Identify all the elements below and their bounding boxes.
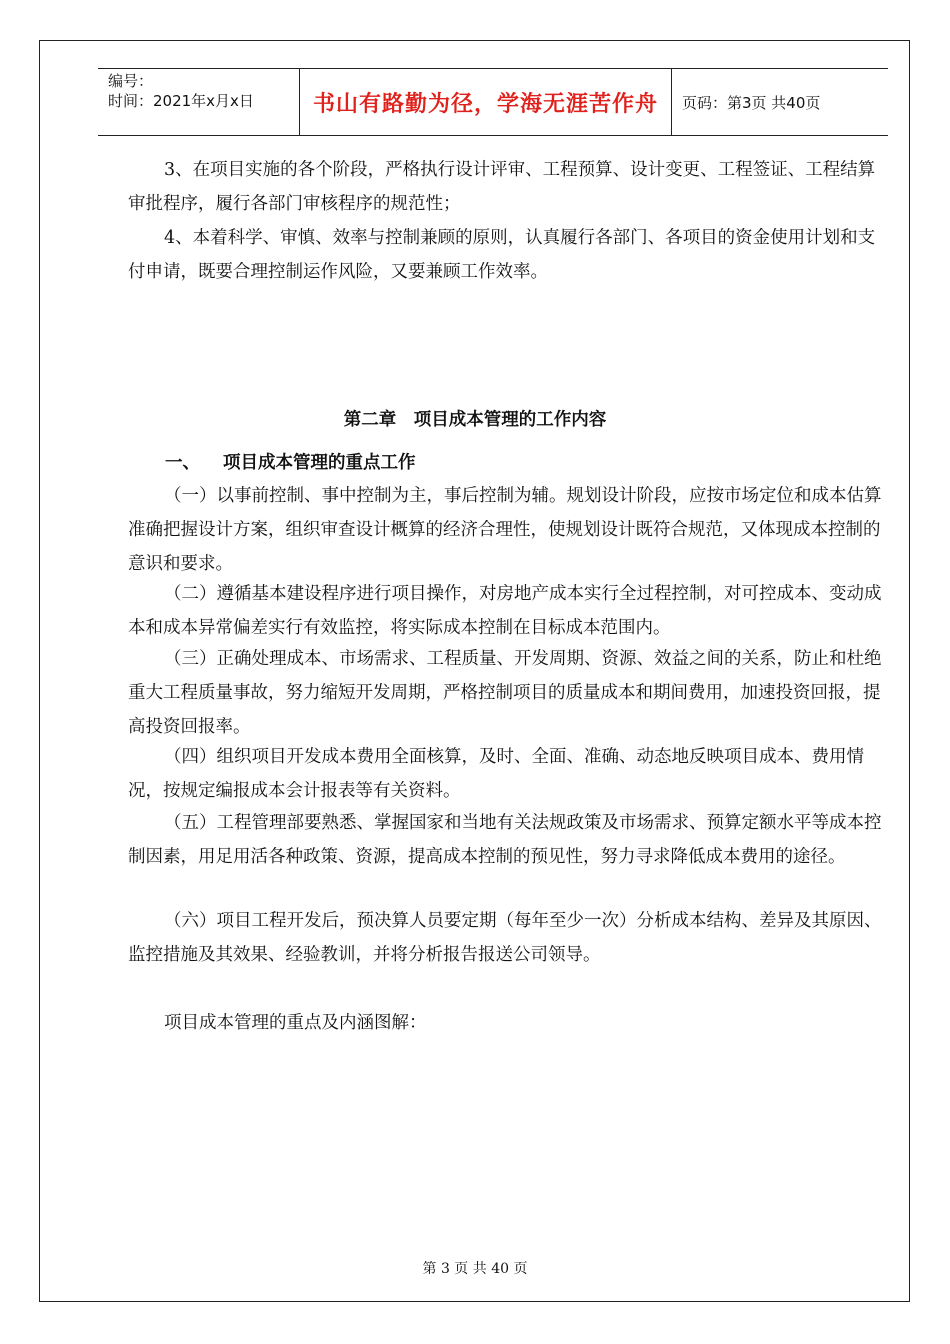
section-heading	[165, 446, 416, 480]
header-meta	[98, 69, 300, 135]
item-paragraph-5: （五）工程管理部要熟悉、掌握国家和当地有关法规政策及市场需求、预算定额水平等成本控制因素，用足用活各种政策、资源，提高成本控制的预见性，努力寻求降低成本费用的途径。	[128, 813, 882, 867]
header-motto-cell	[300, 69, 672, 135]
header-motto: 书山有路勤为径，学海无涯苦作舟	[312, 91, 658, 117]
chapter-title: 第二章 项目成本管理的工作内容	[343, 410, 607, 430]
section-title: 项目成本管理的重点工作	[223, 453, 416, 473]
item-paragraph-2: （二）遵循基本建设程序进行项目操作，对房地产成本实行全过程控制，对可控成本、变动成本和成本异常偏差实行有效监控，将实际成本控制在目标成本范围内。	[128, 584, 882, 638]
document-header	[98, 68, 888, 136]
time-label: 时间：2021年x月x日	[108, 92, 254, 110]
header-page-cell	[672, 69, 888, 135]
item-paragraph-6: （六）项目工程开发后，预决算人员要定期（每年至少一次）分析成本结构、差异及其原因、监控措施及其效果、经验教训，并将分析报告报送公司领导。	[128, 911, 882, 965]
diagram-caption: 项目成本管理的重点及内涵图解：	[164, 1013, 427, 1033]
page-footer: 第 3 页 共 40 页	[422, 1261, 528, 1277]
section-number: 一、	[165, 453, 200, 473]
item-paragraph-3: （三）正确处理成本、市场需求、工程质量、开发周期、资源、效益之间的关系，防止和杜绝重大工程质量事故，努力缩短开发周期，严格控制项目的质量成本和期间费用，加速投资回报，提高投资回报率。	[128, 649, 882, 737]
item-paragraph-1: （一）以事前控制、事中控制为主，事后控制为辅。规划设计阶段，应按市场定位和成本估算准确把握设计方案，组织审查设计概算的经济合理性，使规划设计既符合规范，又体现成本控制的意识和要求。	[128, 486, 882, 574]
header-page-info: 页码：第3页 共40页	[682, 93, 821, 112]
item-paragraph-4: （四）组织项目开发成本费用全面核算，及时、全面、准确、动态地反映项目成本、费用情况，按规定编报成本会计报表等有关资料。	[128, 747, 864, 801]
intro-paragraph-4: 4、本着科学、审慎、效率与控制兼顾的原则，认真履行各部门、各项目的资金使用计划和支付申请，既要合理控制运作风险，又要兼顾工作效率。	[128, 228, 876, 282]
number-label: 编号：	[108, 72, 154, 90]
intro-paragraph-3: 3、在项目实施的各个阶段，严格执行设计评审、工程预算、设计变更、工程签证、工程结算审批程序，履行各部门审核程序的规范性；	[128, 160, 876, 214]
